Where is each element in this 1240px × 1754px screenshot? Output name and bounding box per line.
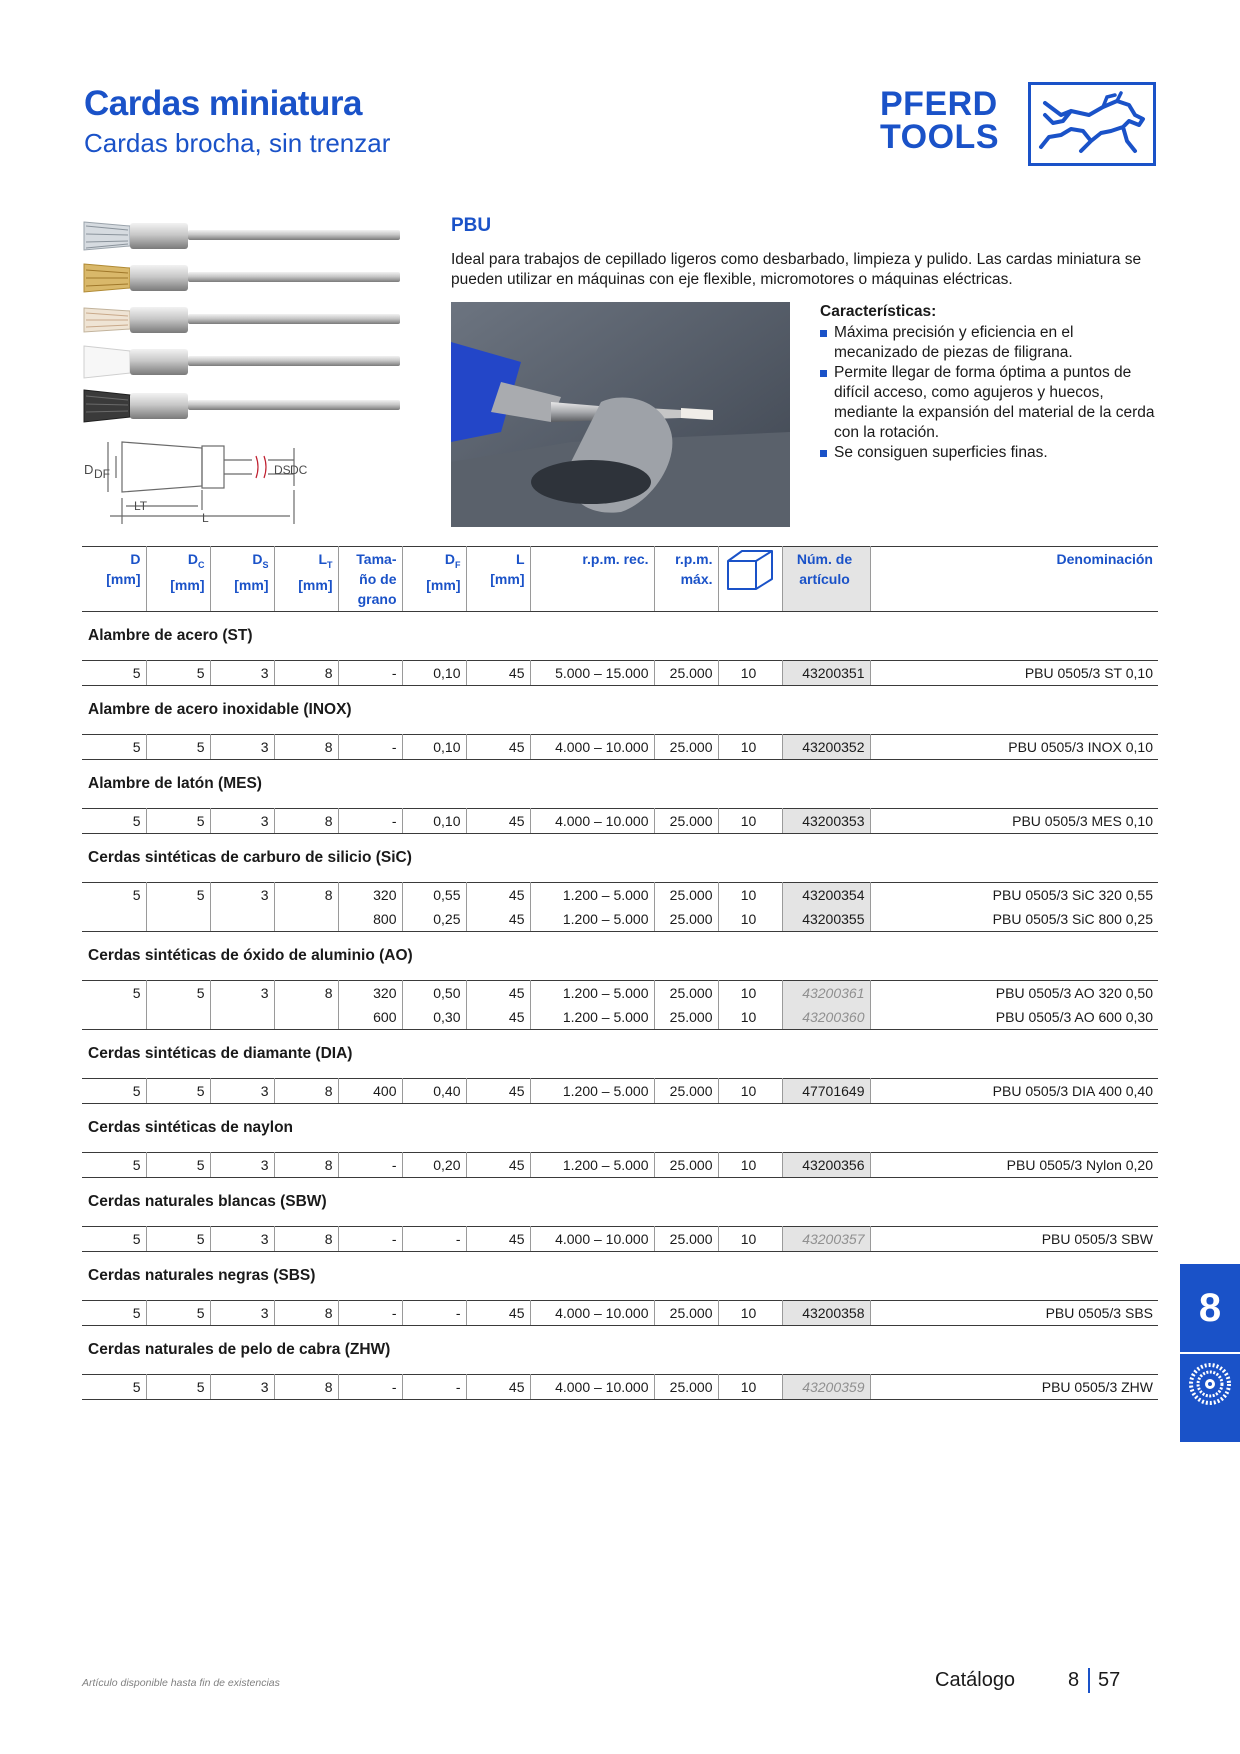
cell-dc: 5 (146, 1153, 210, 1178)
logo-text (880, 85, 999, 156)
cell-name: PBU 0505/3 DIA 400 0,40 (870, 1079, 1158, 1104)
cell-lt: 8 (274, 1079, 338, 1104)
side-tab-chapter: 8 (1198, 1286, 1222, 1330)
cell-name: PBU 0505/3 AO 600 0,30 (870, 1005, 1158, 1030)
cell-d: 5 (82, 1301, 146, 1326)
cell-d: 5 (82, 735, 146, 760)
cell-lt: 8 (274, 735, 338, 760)
cell-df: 0,20 (402, 1153, 466, 1178)
table-section-row (82, 1252, 1158, 1301)
table-row (82, 661, 1158, 686)
cell-ds: 3 (210, 883, 274, 908)
cell-df: 0,10 (402, 735, 466, 760)
features-list (820, 302, 1160, 463)
cell-dc: 5 (146, 1375, 210, 1400)
cell-article: 43200353 (782, 809, 870, 834)
table-section-row (82, 834, 1158, 883)
cell-grit: - (338, 1153, 402, 1178)
cell-df: - (402, 1375, 466, 1400)
cell-pack: 10 (718, 1375, 782, 1400)
cell-lt (274, 1005, 338, 1030)
cell-pack: 10 (718, 883, 782, 908)
cell-ds (210, 1005, 274, 1030)
cell-ds: 3 (210, 1079, 274, 1104)
cell-rpm-rec: 1.200 – 5.000 (530, 1153, 654, 1178)
table-section-row (82, 1030, 1158, 1079)
cell-article: 43200361 (782, 981, 870, 1006)
section-title: Alambre de acero (ST) (88, 627, 253, 644)
page-subtitle: Cardas brocha, sin trenzar (84, 128, 391, 158)
cell-pack: 10 (718, 981, 782, 1006)
cell-rpm-max: 25.000 (654, 1079, 718, 1104)
cell-dc: 5 (146, 809, 210, 834)
cell-d: 5 (82, 1153, 146, 1178)
cell-grit: 320 (338, 883, 402, 908)
cell-rpm-rec: 1.200 – 5.000 (530, 1005, 654, 1030)
cell-dc (146, 907, 210, 932)
cell-df: 0,10 (402, 809, 466, 834)
cell-l: 45 (466, 1079, 530, 1104)
cell-article: 43200355 (782, 907, 870, 932)
cell-rpm-max: 25.000 (654, 1375, 718, 1400)
cell-article: 43200357 (782, 1227, 870, 1252)
col-pack (718, 547, 782, 612)
section-title: Cerdas sintéticas de naylon (88, 1119, 294, 1136)
footnote: Artículo disponible hasta fin de existencias (82, 1677, 280, 1689)
col-article: Núm. de artículo (782, 547, 870, 612)
cell-rpm-rec: 1.200 – 5.000 (530, 981, 654, 1006)
footer-chapter: 8 (1068, 1669, 1080, 1691)
cell-l: 45 (466, 735, 530, 760)
cell-d: 5 (82, 981, 146, 1006)
cell-dc: 5 (146, 981, 210, 1006)
cell-l: 45 (466, 1375, 530, 1400)
cell-name: PBU 0505/3 ZHW (870, 1375, 1158, 1400)
cell-pack: 10 (718, 1227, 782, 1252)
cell-name: PBU 0505/3 SiC 800 0,25 (870, 907, 1158, 932)
cell-l: 45 (466, 809, 530, 834)
cell-ds: 3 (210, 981, 274, 1006)
cell-df: 0,50 (402, 981, 466, 1006)
diagram-label-lt: LT (134, 499, 148, 513)
table-row (82, 907, 1158, 932)
table-row (82, 1301, 1158, 1326)
cell-ds: 3 (210, 1375, 274, 1400)
section-title: Cerdas sintéticas de diamante (DIA) (88, 1045, 353, 1062)
cell-dc: 5 (146, 1079, 210, 1104)
cell-rpm-rec: 4.000 – 10.000 (530, 809, 654, 834)
cell-l: 45 (466, 981, 530, 1006)
cell-grit: - (338, 809, 402, 834)
table-row (82, 1005, 1158, 1030)
page-title: Cardas miniatura (84, 84, 362, 123)
cell-rpm-rec: 4.000 – 10.000 (530, 1301, 654, 1326)
feature-item: Permite llegar de forma óptima a puntos de difícil acceso, como agujeros y huecos, mediante la expansión del material de la cerda con la rotación. (820, 363, 1160, 443)
cell-lt: 8 (274, 883, 338, 908)
dimension-diagram (82, 438, 402, 524)
cell-ds: 3 (210, 809, 274, 834)
cell-df: - (402, 1227, 466, 1252)
cell-rpm-rec: 4.000 – 10.000 (530, 735, 654, 760)
cell-d (82, 907, 146, 932)
cell-ds: 3 (210, 1227, 274, 1252)
cell-grit: - (338, 1301, 402, 1326)
cell-l: 45 (466, 907, 530, 932)
table-section-row (82, 612, 1158, 661)
cell-rpm-rec: 4.000 – 10.000 (530, 1375, 654, 1400)
col-dc: $D_C$ [mm] (146, 547, 210, 612)
cell-lt (274, 907, 338, 932)
table-row (82, 883, 1158, 908)
col-rpm-rec: r.p.m. rec. (530, 547, 654, 612)
cell-name: PBU 0505/3 Nylon 0,20 (870, 1153, 1158, 1178)
product-intro: Ideal para trabajos de cepillado ligeros como desbarbado, limpieza y pulido. Las cardas miniatura se pueden utilizar en máquinas con eje flexible, micromotores o máquinas eléctricas. (451, 251, 1142, 288)
table-section-row (82, 1326, 1158, 1375)
col-grit: Tama- ño de grano (338, 547, 402, 612)
cell-rpm-max: 25.000 (654, 661, 718, 686)
cell-rpm-rec: 1.200 – 5.000 (530, 1079, 654, 1104)
col-name: Denominación (870, 547, 1158, 612)
cell-pack: 10 (718, 735, 782, 760)
cell-article: 43200354 (782, 883, 870, 908)
cell-df: 0,10 (402, 661, 466, 686)
cell-rpm-rec: 5.000 – 15.000 (530, 661, 654, 686)
diagram-label-df: DF (94, 467, 110, 481)
cell-df: 0,30 (402, 1005, 466, 1030)
cell-pack: 10 (718, 1005, 782, 1030)
cell-pack: 10 (718, 809, 782, 834)
cell-rpm-rec: 1.200 – 5.000 (530, 907, 654, 932)
cell-grit: 320 (338, 981, 402, 1006)
horse-logo-icon (1028, 82, 1156, 166)
cell-rpm-max: 25.000 (654, 1301, 718, 1326)
brush-wheel-icon (1188, 1362, 1232, 1406)
cell-dc: 5 (146, 1301, 210, 1326)
section-title: Cerdas naturales de pelo de cabra (ZHW) (88, 1341, 391, 1358)
package-icon (724, 549, 776, 591)
footer-page: 57 (1098, 1669, 1121, 1691)
cell-rpm-max: 25.000 (654, 1005, 718, 1030)
cell-rpm-max: 25.000 (654, 809, 718, 834)
cell-l: 45 (466, 661, 530, 686)
cell-d: 5 (82, 1079, 146, 1104)
diagram-label-ds: DS (274, 463, 291, 477)
cell-ds: 3 (210, 1301, 274, 1326)
product-code: PBU (451, 215, 492, 236)
cell-df: 0,40 (402, 1079, 466, 1104)
diagram-label-dc: DC (290, 463, 308, 477)
table-section-row (82, 1104, 1158, 1153)
col-ds: $D_S$ [mm] (210, 547, 274, 612)
section-title: Cerdas sintéticas de carburo de silicio (SiC) (88, 849, 412, 866)
cell-d (82, 1005, 146, 1030)
pferd-logo (880, 82, 1160, 168)
cell-article: 43200351 (782, 661, 870, 686)
cell-l: 45 (466, 1227, 530, 1252)
col-l: L [mm] (466, 547, 530, 612)
cell-d: 5 (82, 1375, 146, 1400)
cell-name: PBU 0505/3 ST 0,10 (870, 661, 1158, 686)
cell-article: 43200360 (782, 1005, 870, 1030)
cell-ds: 3 (210, 1153, 274, 1178)
cell-lt: 8 (274, 809, 338, 834)
cell-df: 0,55 (402, 883, 466, 908)
brush-light (84, 307, 400, 333)
table-row (82, 809, 1158, 834)
cell-article: 47701649 (782, 1079, 870, 1104)
cell-article: 43200359 (782, 1375, 870, 1400)
brush-white (84, 346, 400, 378)
cell-pack: 10 (718, 1301, 782, 1326)
cell-dc: 5 (146, 883, 210, 908)
cell-ds (210, 907, 274, 932)
features-title: Características: (820, 303, 937, 320)
table-row (82, 1227, 1158, 1252)
cell-lt: 8 (274, 1301, 338, 1326)
cell-article: 43200352 (782, 735, 870, 760)
cell-d: 5 (82, 661, 146, 686)
cell-rpm-max: 25.000 (654, 883, 718, 908)
cell-grit: 400 (338, 1079, 402, 1104)
col-df: $D_F$ [mm] (402, 547, 466, 612)
col-lt: $L_T$ [mm] (274, 547, 338, 612)
cell-name: PBU 0505/3 AO 320 0,50 (870, 981, 1158, 1006)
cell-name: PBU 0505/3 SiC 320 0,55 (870, 883, 1158, 908)
table-section-row (82, 760, 1158, 809)
cell-article: 43200358 (782, 1301, 870, 1326)
chapter-side-tab (1180, 1264, 1240, 1442)
cell-l: 45 (466, 1153, 530, 1178)
diagram-label-d: D (84, 462, 94, 477)
application-photo (451, 302, 790, 527)
cell-grit: - (338, 1375, 402, 1400)
diagram-label-l: L (202, 511, 209, 524)
cell-pack: 10 (718, 661, 782, 686)
section-title: Alambre de acero inoxidable (INOX) (88, 701, 352, 718)
cell-d: 5 (82, 883, 146, 908)
brush-product-images (82, 210, 402, 432)
cell-dc: 5 (146, 1227, 210, 1252)
cell-rpm-max: 25.000 (654, 1153, 718, 1178)
cell-rpm-max: 25.000 (654, 735, 718, 760)
section-title: Cerdas naturales negras (SBS) (88, 1267, 316, 1284)
cell-d: 5 (82, 809, 146, 834)
cell-lt: 8 (274, 1227, 338, 1252)
side-tab-divider (1180, 1352, 1240, 1354)
cell-rpm-max: 25.000 (654, 907, 718, 932)
cell-article: 43200356 (782, 1153, 870, 1178)
cell-df: - (402, 1301, 466, 1326)
cell-name: PBU 0505/3 SBW (870, 1227, 1158, 1252)
cell-ds: 3 (210, 735, 274, 760)
cell-pack: 10 (718, 907, 782, 932)
cell-l: 45 (466, 1301, 530, 1326)
cell-dc: 5 (146, 661, 210, 686)
brush-brass (84, 264, 400, 292)
cell-lt: 8 (274, 981, 338, 1006)
cell-l: 45 (466, 1005, 530, 1030)
product-table (82, 546, 1158, 1400)
cell-d: 5 (82, 1227, 146, 1252)
cell-rpm-rec: 4.000 – 10.000 (530, 1227, 654, 1252)
cell-lt: 8 (274, 1375, 338, 1400)
cell-rpm-max: 25.000 (654, 981, 718, 1006)
table-row (82, 1375, 1158, 1400)
table-section-row (82, 932, 1158, 981)
cell-ds: 3 (210, 661, 274, 686)
table-row (82, 735, 1158, 760)
cell-name: PBU 0505/3 SBS (870, 1301, 1158, 1326)
cell-lt: 8 (274, 1153, 338, 1178)
cell-grit: - (338, 735, 402, 760)
col-d: D [mm] (82, 547, 146, 612)
logo-line1: PFERD (880, 85, 998, 123)
table-row (82, 1079, 1158, 1104)
cell-rpm-rec: 1.200 – 5.000 (530, 883, 654, 908)
section-title: Alambre de latón (MES) (88, 775, 262, 792)
cell-lt: 8 (274, 661, 338, 686)
logo-line2: TOOLS (880, 118, 999, 156)
table-header-row (82, 547, 1158, 612)
footer-separator (1088, 1668, 1090, 1693)
section-title: Cerdas naturales blancas (SBW) (88, 1193, 327, 1210)
section-title: Cerdas sintéticas de óxido de aluminio (AO) (88, 947, 413, 964)
table-section-row (82, 686, 1158, 735)
cell-l: 45 (466, 883, 530, 908)
col-rpm-max: r.p.m. máx. (654, 547, 718, 612)
cell-dc: 5 (146, 735, 210, 760)
cell-pack: 10 (718, 1079, 782, 1104)
cell-grit: - (338, 1227, 402, 1252)
cell-grit: 600 (338, 1005, 402, 1030)
cell-dc (146, 1005, 210, 1030)
cell-pack: 10 (718, 1153, 782, 1178)
footer-catalog: Catálogo (935, 1669, 1016, 1691)
table-row (82, 981, 1158, 1006)
cell-grit: - (338, 661, 402, 686)
cell-name: PBU 0505/3 MES 0,10 (870, 809, 1158, 834)
feature-item: Máxima precisión y eficiencia en el mecanizado de piezas de filigrana. (820, 323, 1160, 363)
cell-df: 0,25 (402, 907, 466, 932)
table-section-row (82, 1178, 1158, 1227)
brush-steel (84, 222, 400, 250)
feature-item: Se consiguen superficies finas. (820, 443, 1160, 463)
cell-grit: 800 (338, 907, 402, 932)
cell-name: PBU 0505/3 INOX 0,10 (870, 735, 1158, 760)
brush-black (84, 390, 400, 422)
table-row (82, 1153, 1158, 1178)
cell-rpm-max: 25.000 (654, 1227, 718, 1252)
